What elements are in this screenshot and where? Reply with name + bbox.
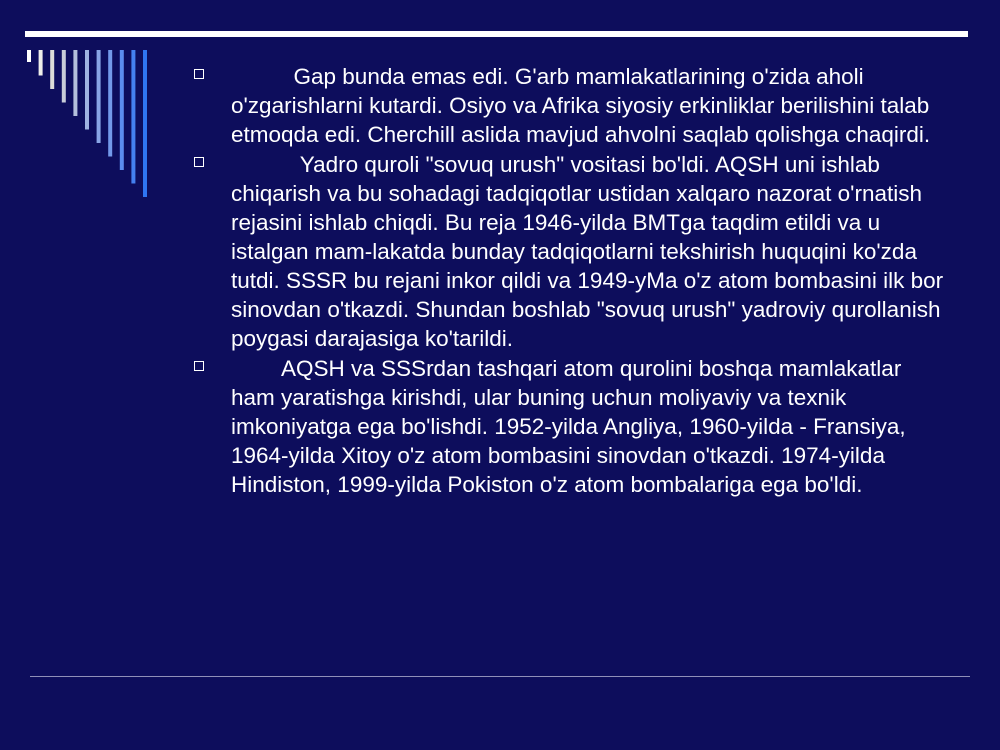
stripe	[85, 50, 89, 130]
hollow-square-icon	[194, 69, 204, 79]
bullet-item	[190, 62, 950, 149]
stripe	[62, 50, 66, 103]
stripe	[120, 50, 124, 170]
hollow-square-icon	[194, 361, 204, 371]
stripe	[108, 50, 112, 157]
bullet-item	[190, 150, 950, 353]
stripe	[131, 50, 135, 184]
stripe	[143, 50, 147, 197]
slide-content	[190, 62, 950, 500]
paragraph-text: Yadro quroli "sovuq urush" vositasi bo'ldi. AQSH uni ishlab chiqarish va bu sohadagi tadqiqotlar ustidan xalqaro nazorat o'rnatish rejasini ishlab chiqdi. Bu reja 1946-yilda BMTga taqdim etildi va u istalgan mam-lakatda bunday tadqiqotlarni tekshirish huquqini ko'zda tutdi. SSSR bu rejani inkor qildi va 1949-yMa o'z atom bombasini ilk bor sinovdan o'tkazdi. Shundan boshlab "sovuq urush" yadroviy qurollanish poygasi darajasiga ko'tarildi.	[231, 152, 950, 351]
stripe	[97, 50, 101, 143]
stripe	[50, 50, 54, 89]
hollow-square-icon	[194, 157, 204, 167]
stripe	[39, 50, 43, 76]
bullet-item	[190, 354, 950, 499]
stripe	[27, 50, 31, 62]
decorative-stripes	[0, 0, 170, 200]
bottom-rule	[30, 676, 970, 677]
paragraph-text: AQSH va SSSrdan tashqari atom qurolini boshqa mamlakatlar ham yaratishga kirishdi, ular buning uchun moliyaviy va texnik imkoniyatga ega bo'lishdi. 1952-yilda Angliya, 1960-yilda - Fransiya, 1964-yilda Xitoy o'z atom bombasini sinovdan o'tkazdi. 1974-yilda Hindiston, 1999-yilda Pokiston o'z atom bombalariga ega bo'ldi.	[231, 356, 912, 497]
stripe	[73, 50, 77, 116]
paragraph-text: Gap bunda emas edi. G'arb mamlakatlarining o'zida aholi o'zgarishlarni kutardi. Osiyo va Afrika siyosiy erkinliklar berilishini talab etmoqda edi. Cherchill aslida mavjud ahvolni saqlab qolishga chaqirdi.	[231, 64, 936, 147]
